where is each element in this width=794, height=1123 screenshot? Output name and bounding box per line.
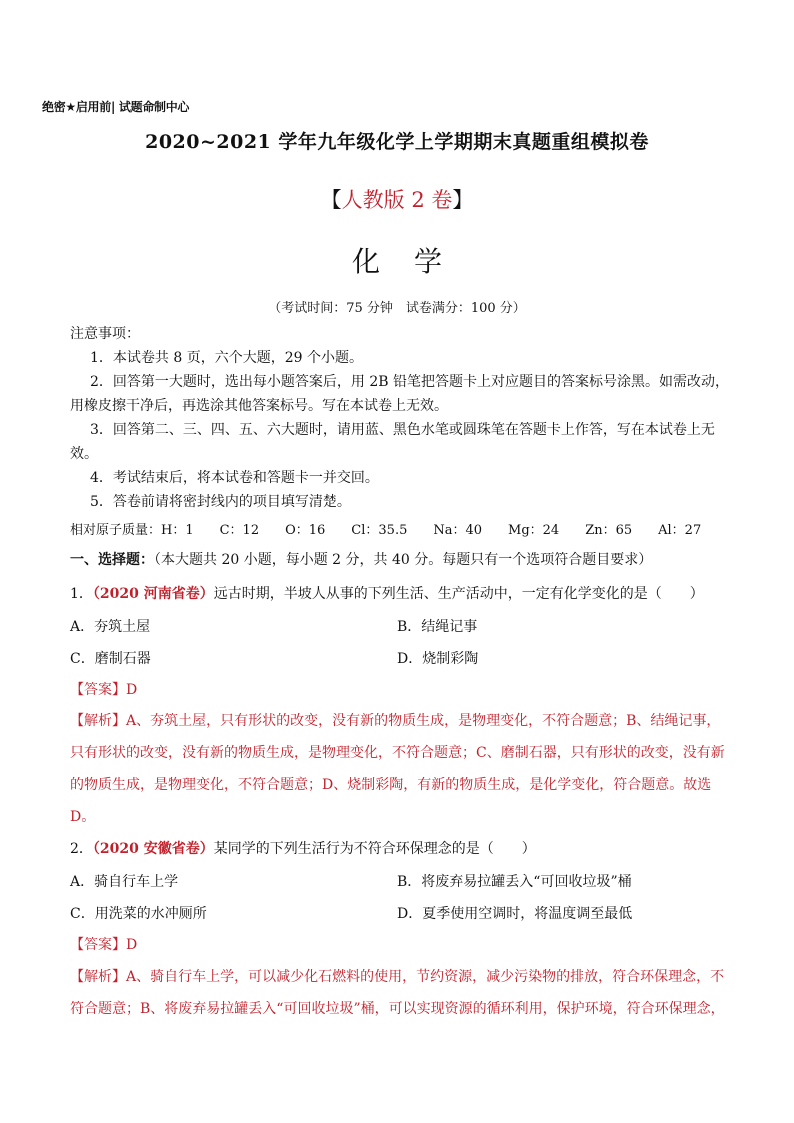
section-desc: （本大题共 20 小题，每小题 2 分，共 40 分。每题只有一个选项符合题目要求）: [154, 552, 653, 568]
analysis-line: 只有形状的改变，没有新的物质生成，是物理变化，不符合题意；C、磨制石器，只有形状的改变，没有新: [70, 745, 725, 761]
section-title: 一、选择题：: [70, 552, 154, 568]
answer: 【答案】D: [70, 682, 138, 698]
note-item: 2．回答第一大题时，选出每小题答案后，用 2B 铅笔把答题卡上对应题目的答案标号涂黑。如需改动，: [90, 374, 730, 390]
notes-heading: 注意事项：: [70, 326, 140, 342]
answer: 【答案】D: [70, 937, 138, 953]
bracket-close: 】: [452, 188, 474, 212]
analysis-line: 【解析】A、夯筑土屋，只有形状的改变，没有新的物质生成，是物理变化，不符合题意；B、结绳记事，: [70, 713, 721, 729]
exam-info: （考试时间：75 分钟 试卷满分：100 分）: [268, 301, 526, 316]
question-stem: [70, 583, 704, 603]
edition-label: 人教版 2 卷: [341, 188, 453, 212]
subject-title: 化学: [351, 245, 476, 278]
option-a: A．骑自行车上学: [70, 874, 179, 890]
note-item: 5．答卷前请将密封线内的项目填写清楚。: [90, 494, 351, 510]
exam-title: 2020~2021 学年九年级化学上学期期末真题重组模拟卷: [145, 131, 649, 153]
question-stem: [70, 838, 536, 858]
edition-subtitle: [0, 184, 794, 214]
bracket-open: 【: [320, 188, 342, 212]
question-number: 2．: [70, 841, 93, 857]
question-source: （2020 安徽省卷）: [92, 841, 214, 857]
note-item: 3．回答第二、三、四、五、六大题时，请用蓝、黑色水笔或圆珠笔在答题卡上作答，写在本试卷上无: [90, 422, 715, 438]
option-b: B．将废弃易拉罐丢入“可回收垃圾”桶: [397, 874, 632, 890]
analysis-line: 【解析】A、骑自行车上学，可以减少化石燃料的使用，节约资源，减少污染物的排放，符合环保理念，不: [70, 969, 725, 985]
note-item: 效。: [70, 446, 98, 462]
question-text: 某同学的下列生活行为不符合环保理念的是（ ）: [213, 841, 536, 857]
question-source: （2020 河南省卷）: [92, 586, 214, 602]
analysis-line: D。: [70, 809, 96, 825]
analysis-line: 的物质生成，是物理变化，不符合题意；D、烧制彩陶，有新的物质生成，是化学变化，符合题意。故选: [70, 777, 712, 793]
note-item: 1．本试卷共 8 页，六个大题，29 个小题。: [90, 350, 363, 366]
option-c: C．磨制石器: [70, 651, 151, 667]
note-item: 4．考试结束后，将本试卷和答题卡一并交回。: [90, 470, 379, 486]
analysis-line: 符合题意；B、将废弃易拉罐丢入“可回收垃圾”桶，可以实现资源的循环利用，保护环境，符合环保理念，: [70, 1001, 725, 1017]
secret-mark: 绝密★启用前| 试题命制中心: [42, 100, 190, 114]
section-heading: [70, 549, 652, 569]
note-item: 用橡皮擦干净后，再选涂其他答案标号。写在本试卷上无效。: [70, 398, 448, 414]
option-c: C．用洗菜的水冲厕所: [70, 906, 207, 922]
option-d: D．夏季使用空调时，将温度调至最低: [397, 906, 633, 922]
question-text: 远古时期，半坡人从事的下列生活、生产活动中，一定有化学变化的是（ ）: [213, 586, 704, 602]
atomic-masses: 相对原子质量：H：1 C：12 O：16 Cl：35.5 Na：40 Mg：24 Zn：65 Al：27: [70, 523, 702, 538]
question-number: 1．: [70, 586, 93, 602]
option-b: B．结绳记事: [397, 619, 478, 635]
option-d: D．烧制彩陶: [397, 651, 479, 667]
option-a: A．夯筑土屋: [70, 619, 151, 635]
